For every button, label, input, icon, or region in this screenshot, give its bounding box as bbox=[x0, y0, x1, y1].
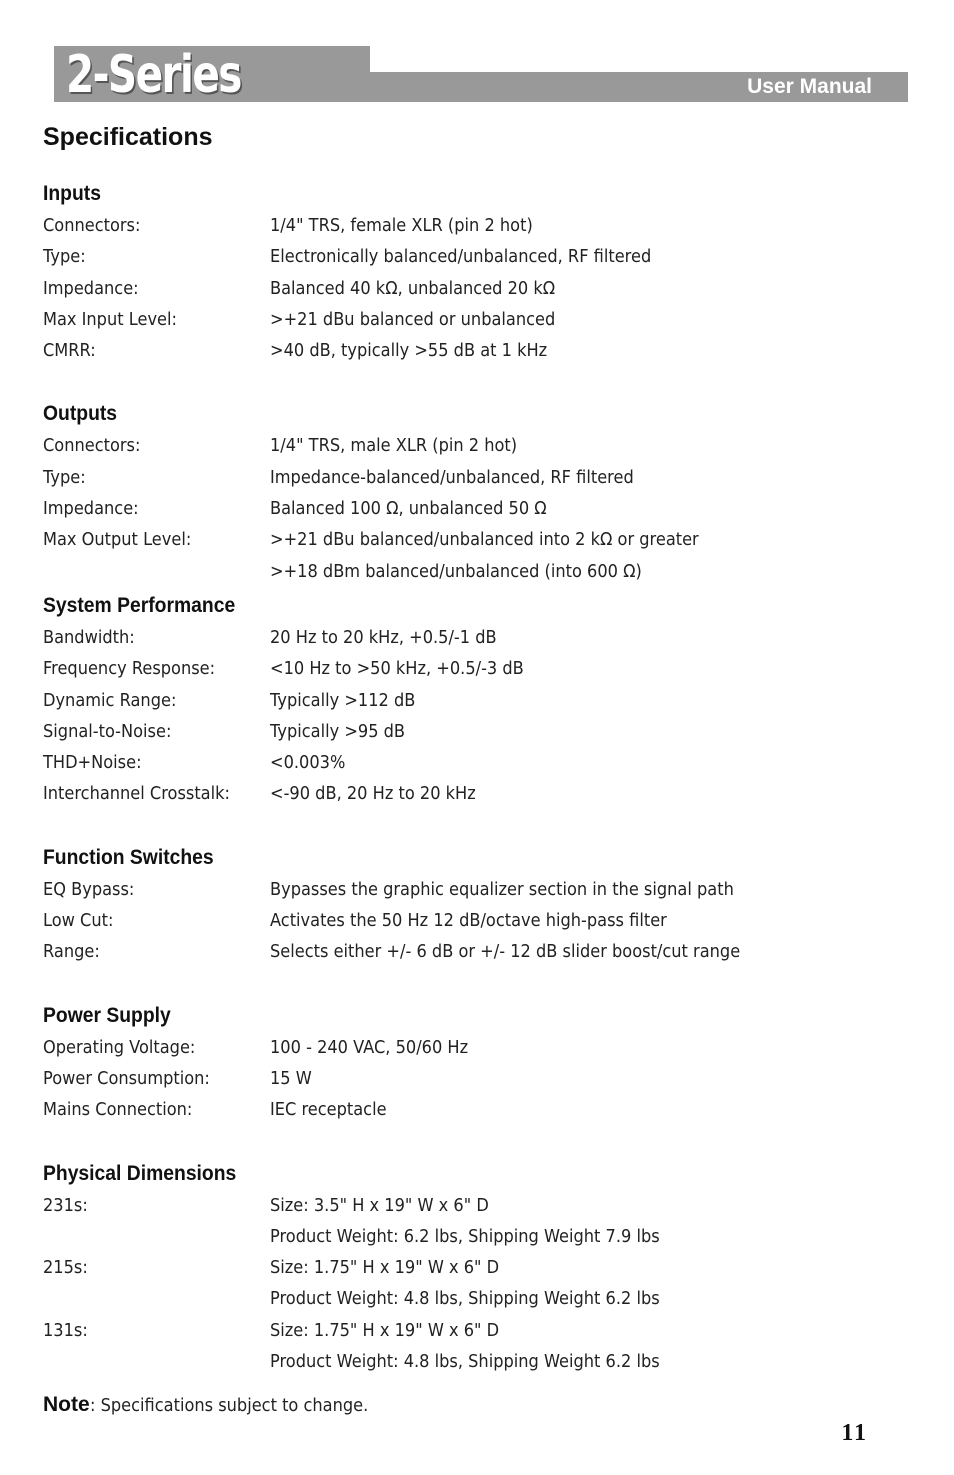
spec-value: Selects either +/- 6 dB or +/- 12 dB slider boost/cut range bbox=[270, 941, 741, 963]
spec-value: Balanced 40 kΩ, unbalanced 20 kΩ bbox=[270, 277, 556, 299]
spec-row bbox=[43, 1221, 923, 1252]
spec-label: CMRR: bbox=[43, 340, 96, 362]
section-gap bbox=[43, 968, 923, 1000]
spec-row bbox=[43, 430, 923, 461]
spec-row bbox=[43, 874, 923, 905]
spec-row bbox=[43, 241, 923, 272]
spec-label: Type: bbox=[43, 246, 86, 268]
spec-row bbox=[43, 1032, 923, 1063]
spec-value: <10 Hz to >50 kHz, +0.5/-3 dB bbox=[270, 658, 524, 680]
section-heading: Physical Dimensions bbox=[43, 1161, 237, 1185]
spec-value: Bypasses the graphic equalizer section in the signal path bbox=[270, 878, 734, 900]
spec-row bbox=[43, 653, 923, 684]
page-title: Specifications bbox=[43, 123, 213, 151]
spec-value: Typically >112 dB bbox=[270, 689, 416, 711]
spec-row bbox=[43, 622, 923, 653]
section-power-supply bbox=[43, 1000, 923, 1126]
spec-row bbox=[43, 462, 923, 493]
spec-row bbox=[43, 304, 923, 335]
spec-label: Impedance: bbox=[43, 498, 139, 520]
spec-row bbox=[43, 1283, 923, 1314]
spec-label: Max Input Level: bbox=[43, 308, 177, 330]
spec-value: Product Weight: 4.8 lbs, Shipping Weight 6.2 lbs bbox=[270, 1288, 660, 1310]
spec-label: Connectors: bbox=[43, 435, 141, 457]
spec-label: Mains Connection: bbox=[43, 1099, 193, 1121]
section-gap bbox=[43, 810, 923, 842]
spec-label: Impedance: bbox=[43, 277, 139, 299]
note-text: : Specifications subject to change. bbox=[89, 1395, 368, 1416]
spec-value: Typically >95 dB bbox=[270, 720, 406, 742]
spec-row bbox=[43, 1190, 923, 1221]
spec-value: 1/4" TRS, female XLR (pin 2 hot) bbox=[270, 215, 533, 236]
spec-value: 20 Hz to 20 kHz, +0.5/-1 dB bbox=[270, 626, 497, 648]
spec-row bbox=[43, 716, 923, 747]
spec-label: Power Consumption: bbox=[43, 1067, 210, 1089]
section-outputs bbox=[43, 398, 923, 586]
spec-row bbox=[43, 1346, 923, 1377]
spec-value: <-90 dB, 20 Hz to 20 kHz bbox=[270, 783, 476, 805]
spec-label bbox=[43, 556, 247, 587]
spec-row bbox=[43, 1252, 923, 1283]
spec-row bbox=[43, 747, 923, 778]
page-number: 11 bbox=[841, 1420, 868, 1446]
note-line bbox=[43, 1390, 399, 1421]
section-heading: Function Switches bbox=[43, 845, 214, 869]
spec-row bbox=[43, 524, 923, 555]
spec-label: 231s: bbox=[43, 1194, 88, 1216]
spec-value: Size: 3.5" H x 19" W x 6" D bbox=[270, 1194, 489, 1216]
spec-value: Size: 1.75" H x 19" W x 6" D bbox=[270, 1257, 500, 1279]
spec-label: EQ Bypass: bbox=[43, 878, 135, 900]
spec-label: 131s: bbox=[43, 1319, 88, 1341]
spec-label: Type: bbox=[43, 466, 86, 488]
spec-value: Impedance-balanced/unbalanced, RF filtered bbox=[270, 466, 634, 488]
section-gap bbox=[43, 1126, 923, 1158]
spec-label bbox=[43, 1221, 247, 1252]
specifications-content bbox=[43, 178, 923, 1377]
spec-row bbox=[43, 335, 923, 366]
section-physical-dimensions bbox=[43, 1158, 923, 1378]
section-system-performance bbox=[43, 590, 923, 810]
spec-row bbox=[43, 1063, 923, 1094]
spec-label: Frequency Response: bbox=[43, 658, 216, 680]
spec-value: 100 - 240 VAC, 50/60 Hz bbox=[270, 1036, 469, 1058]
spec-row bbox=[43, 493, 923, 524]
spec-value: >+21 dBu balanced/unbalanced into 2 kΩ or greater bbox=[270, 529, 699, 551]
series-logo: 2-Series bbox=[66, 45, 241, 105]
spec-label: Range: bbox=[43, 941, 100, 963]
spec-row bbox=[43, 778, 923, 809]
section-heading: System Performance bbox=[43, 593, 236, 617]
spec-value: Balanced 100 Ω, unbalanced 50 Ω bbox=[270, 498, 547, 520]
spec-value: 15 W bbox=[270, 1067, 312, 1089]
spec-row bbox=[43, 210, 923, 241]
spec-label: 215s: bbox=[43, 1257, 88, 1279]
spec-label: Dynamic Range: bbox=[43, 689, 177, 711]
spec-row bbox=[43, 936, 923, 967]
section-heading: Outputs bbox=[43, 402, 118, 426]
spec-label: Interchannel Crosstalk: bbox=[43, 783, 230, 805]
spec-value: >+18 dBm balanced/unbalanced (into 600 Ω) bbox=[270, 560, 642, 582]
spec-label: Max Output Level: bbox=[43, 529, 192, 551]
spec-value: >+21 dBu balanced or unbalanced bbox=[270, 308, 556, 330]
spec-label bbox=[43, 1346, 247, 1377]
note-label: Note bbox=[43, 1393, 90, 1416]
spec-label: THD+Noise: bbox=[43, 752, 142, 774]
spec-value: Product Weight: 4.8 lbs, Shipping Weight 6.2 lbs bbox=[270, 1351, 660, 1373]
section-inputs bbox=[43, 178, 923, 366]
spec-row bbox=[43, 1094, 923, 1125]
spec-value: Activates the 50 Hz 12 dB/octave high-pass filter bbox=[270, 910, 667, 932]
spec-row bbox=[43, 273, 923, 304]
spec-value: Size: 1.75" H x 19" W x 6" D bbox=[270, 1319, 500, 1341]
spec-label: Bandwidth: bbox=[43, 626, 135, 648]
spec-label: Low Cut: bbox=[43, 910, 114, 932]
spec-value: Electronically balanced/unbalanced, RF filtered bbox=[270, 246, 652, 268]
section-heading: Power Supply bbox=[43, 1003, 171, 1027]
spec-label bbox=[43, 1283, 247, 1314]
spec-row bbox=[43, 1315, 923, 1346]
spec-value: Product Weight: 6.2 lbs, Shipping Weight 7.9 lbs bbox=[270, 1225, 660, 1247]
section-function-switches bbox=[43, 842, 923, 968]
spec-row bbox=[43, 556, 923, 587]
spec-label: Operating Voltage: bbox=[43, 1036, 196, 1058]
spec-value: >40 dB, typically >55 dB at 1 kHz bbox=[270, 340, 548, 362]
spec-row bbox=[43, 905, 923, 936]
section-heading: Inputs bbox=[43, 182, 101, 205]
section-gap bbox=[43, 366, 923, 398]
spec-value: IEC receptacle bbox=[270, 1099, 387, 1121]
user-manual-label: User Manual bbox=[747, 75, 872, 98]
spec-label: Connectors: bbox=[43, 215, 141, 236]
spec-label: Signal-to-Noise: bbox=[43, 720, 172, 742]
spec-row bbox=[43, 685, 923, 716]
spec-value: 1/4" TRS, male XLR (pin 2 hot) bbox=[270, 435, 518, 457]
spec-value: <0.003% bbox=[270, 752, 346, 774]
